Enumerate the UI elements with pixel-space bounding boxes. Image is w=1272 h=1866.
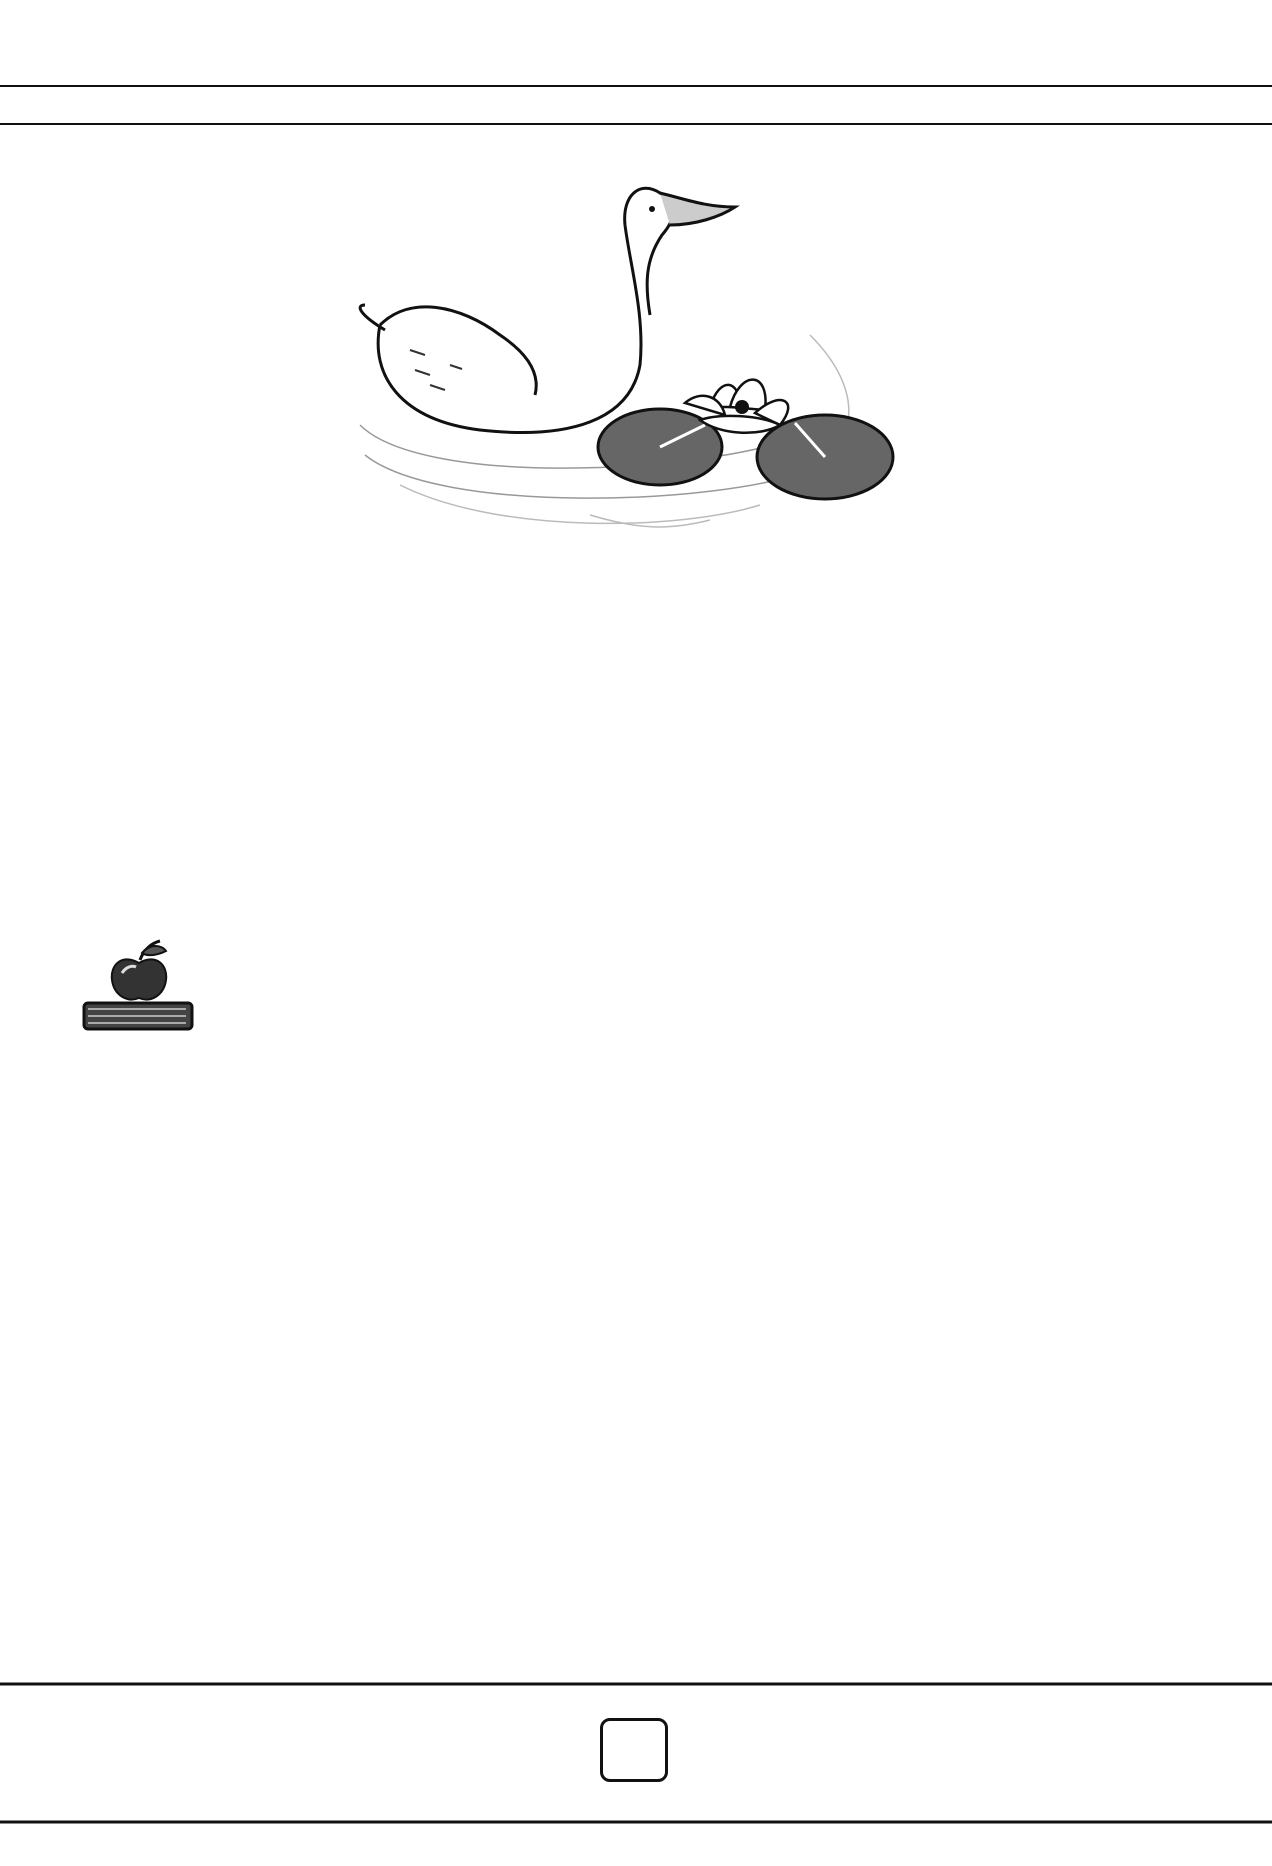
page-number (600, 1718, 668, 1782)
top-ornament-border (0, 82, 1272, 128)
swan-illustration (340, 185, 1060, 615)
book-apple-icon (82, 935, 197, 1033)
